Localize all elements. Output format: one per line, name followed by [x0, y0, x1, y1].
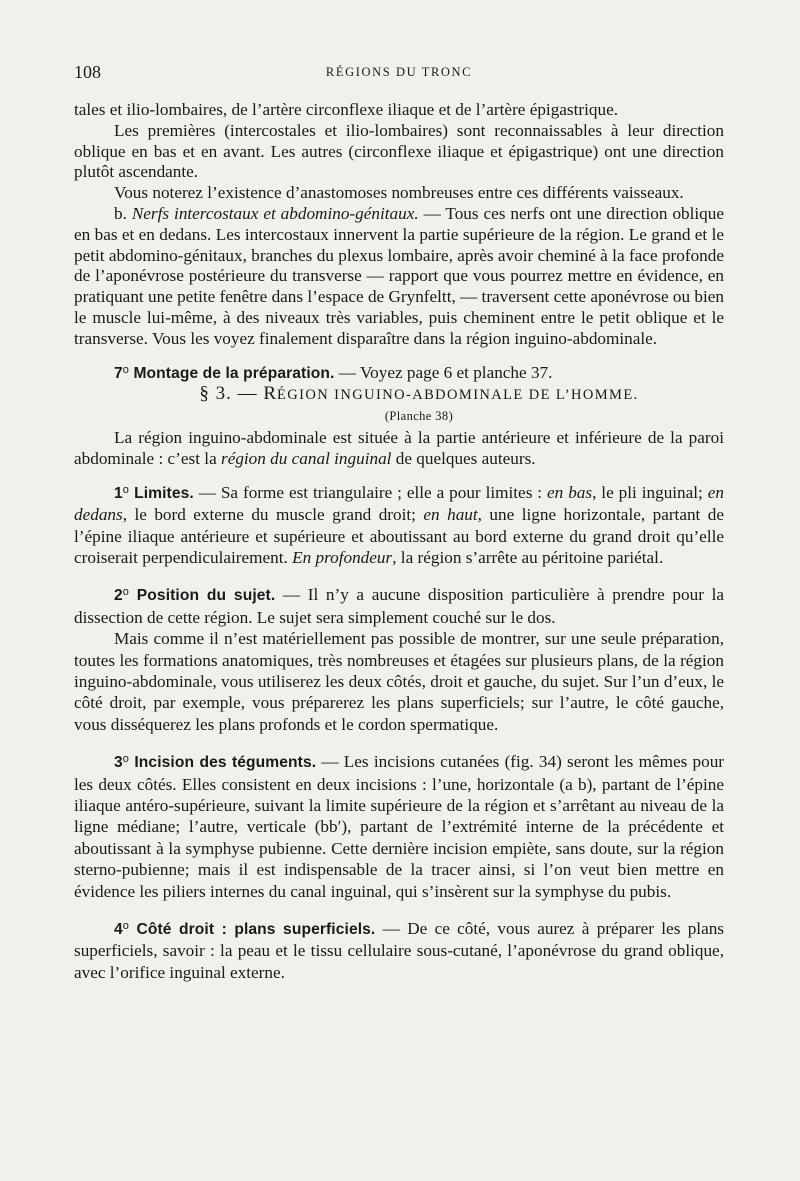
limites-heading — [114, 485, 194, 502]
running-head: RÉGIONS DU TRONC — [325, 65, 473, 79]
intro-text-a: La région inguino-abdominale est située à la partie antérieure et inférieure de la paroi abdominale : c’est la — [74, 427, 724, 469]
montage-heading — [114, 365, 334, 382]
paragraph-arteries-direction: Les premières (intercostales et ilio-lombaires) sont reconnaissables à leur direction oblique en bas et en avant. Les autres (circonflexe iliaque et épigastrique) ont une direction plutôt ascendante. — [74, 120, 724, 182]
planche-reference: (Planche 38) — [384, 409, 454, 424]
position-heading-text: Position du sujet. — [136, 587, 276, 605]
incision-text: — Les incisions cutanées (fig. 34) seront les mêmes pour les deux côtés. Elles consistent en deux incisions : l’une, horizontale (a b), partant de l’épine iliaque antéro-supérieure, suivant la limite supérieure de la région et s’arrêtant au niveau de la ligne médiane; l’autre, verticale (bb′), partant de l’extrémité interne de la précédente et aboutissant à la symphyse pubienne. Cette dernière incision empiète, sans doute, sur la région sterno-pubienne; mais il est indispensable de la tracer ainsi, si l’on veut bien mettre en évidence les piliers internes du canal inguinal, qui s’insèrent sur la symphyse du pubis. — [74, 752, 725, 901]
limites-text-a: — Sa forme est triangulaire ; elle a pour limites : — [193, 482, 548, 502]
position-text: — Il n’y a aucune disposition particulière à prendre pour la dissection de cette région. Le sujet sera simplement couché sur le dos. — [74, 585, 724, 627]
intro-emphasis: région du canal inguinal — [221, 449, 392, 469]
page-header — [74, 62, 724, 86]
page-number: 108 — [74, 62, 101, 82]
position-number: 2 — [114, 587, 123, 605]
limites-text-c: , le bord externe du muscle grand droit; — [122, 505, 424, 525]
paragraph-incision — [74, 749, 724, 902]
incision-ordinal: o — [122, 753, 129, 766]
body-text — [74, 100, 724, 983]
paragraph-limites — [74, 480, 724, 569]
cote-droit-text: — De ce côté, vous aurez à préparer les plans superficiels, savoir : la peau et le tissu cellulaire sous-cutané, l’aponévrose du grand oblique, avec l’orifice inguinal externe. — [74, 919, 724, 982]
limites-em-dedans: en dedans — [74, 482, 724, 525]
paragraph-position — [74, 582, 724, 628]
limites-ordinal: o — [122, 483, 129, 496]
incision-heading-text: Incision des téguments. — [134, 754, 317, 772]
section-title — [74, 384, 724, 406]
intro-text-b: de quelques auteurs. — [391, 449, 536, 469]
nerves-label: b. — [114, 203, 127, 223]
limites-text-e: , la région s’arrête au péritoine pariétal. — [392, 547, 664, 567]
montage-ordinal: o — [122, 363, 129, 376]
paragraph-anastomoses: Vous noterez l’existence d’anastomoses nombreuses entre ces différents vaisseaux. — [114, 183, 684, 203]
section-title-main: ÉGION INGUINO-ABDOMINALE DE L’HOMME. — [277, 387, 639, 404]
paragraph-cote-droit — [74, 916, 724, 983]
cote-droit-heading — [114, 921, 375, 938]
paragraph-nerves — [74, 204, 724, 350]
limites-em-profondeur: En profondeur — [292, 547, 393, 567]
limites-number: 1 — [114, 484, 123, 502]
montage-number: 7 — [114, 364, 123, 382]
limites-em-bas: en bas — [547, 482, 593, 502]
section-title-prefix: § 3. — R — [199, 383, 278, 405]
limites-heading-text: Limites. — [134, 484, 194, 502]
montage-heading-text: Montage de la préparation. — [133, 364, 335, 382]
cote-droit-heading-text: Côté droit : plans superficiels. — [136, 921, 376, 939]
limites-text-b: , le pli inguinal; — [592, 482, 708, 502]
cote-droit-ordinal: o — [122, 920, 129, 933]
cote-droit-number: 4 — [114, 921, 123, 939]
paragraph-arteries-end: tales et ilio-lombaires, de l’artère circonflexe iliaque et de l’artère épigastrique. — [74, 100, 619, 119]
nerves-title: Nerfs intercostaux et abdomino-génitaux. — [131, 203, 419, 223]
limites-em-haut: en haut — [423, 505, 478, 525]
position-heading — [114, 587, 275, 604]
limites-text-d: , une ligne horizontale, partant de l’épine iliaque antérieure et supérieure et aboutissant au bord externe du grand droit qu’elle croiserait perpendiculairement. — [74, 505, 725, 567]
montage-text: — Voyez page 6 et planche 37. — [334, 362, 553, 382]
incision-heading — [114, 754, 316, 771]
nerves-text: — Tous ces nerfs ont une direction oblique en bas et en dedans. Les intercostaux innervent la partie supérieure de la région. Le grand et le petit abdomino-génitaux, branches du plexus lombaire, après avoir cheminé à la face profonde de l’aponévrose postérieure du transverse — rapport que vous pourrez mettre en évidence, en pratiquant une petite fenêtre dans l’espace de Grynfeltt, — traversent cette aponévrose ou bien le muscle lui-même, à des niveaux très variables, puis cheminent entre le petit oblique et le transverse. Vous les voyez finalement disparaître dans la région inguino-abdominale. — [74, 203, 724, 348]
position-ordinal: o — [122, 586, 129, 599]
incision-number: 3 — [114, 754, 123, 772]
paragraph-intro — [74, 427, 724, 470]
paragraph-position-continued: Mais comme il n’est matériellement pas possible de montrer, sur une seule préparation, toutes les formations anatomiques, très nombreuses et étagées sur plusieurs plans, de la région inguino-abdominale, vous utiliserez les deux côtés, droit et gauche, du sujet. Sur l’un d’eux, le côté droit, par exemple, vous préparerez les plans superficiels; sur l’autre, le côté gauche, vous disséquerez les plans profonds et le cordon spermatique. — [74, 629, 724, 734]
paragraph-montage — [74, 360, 724, 385]
